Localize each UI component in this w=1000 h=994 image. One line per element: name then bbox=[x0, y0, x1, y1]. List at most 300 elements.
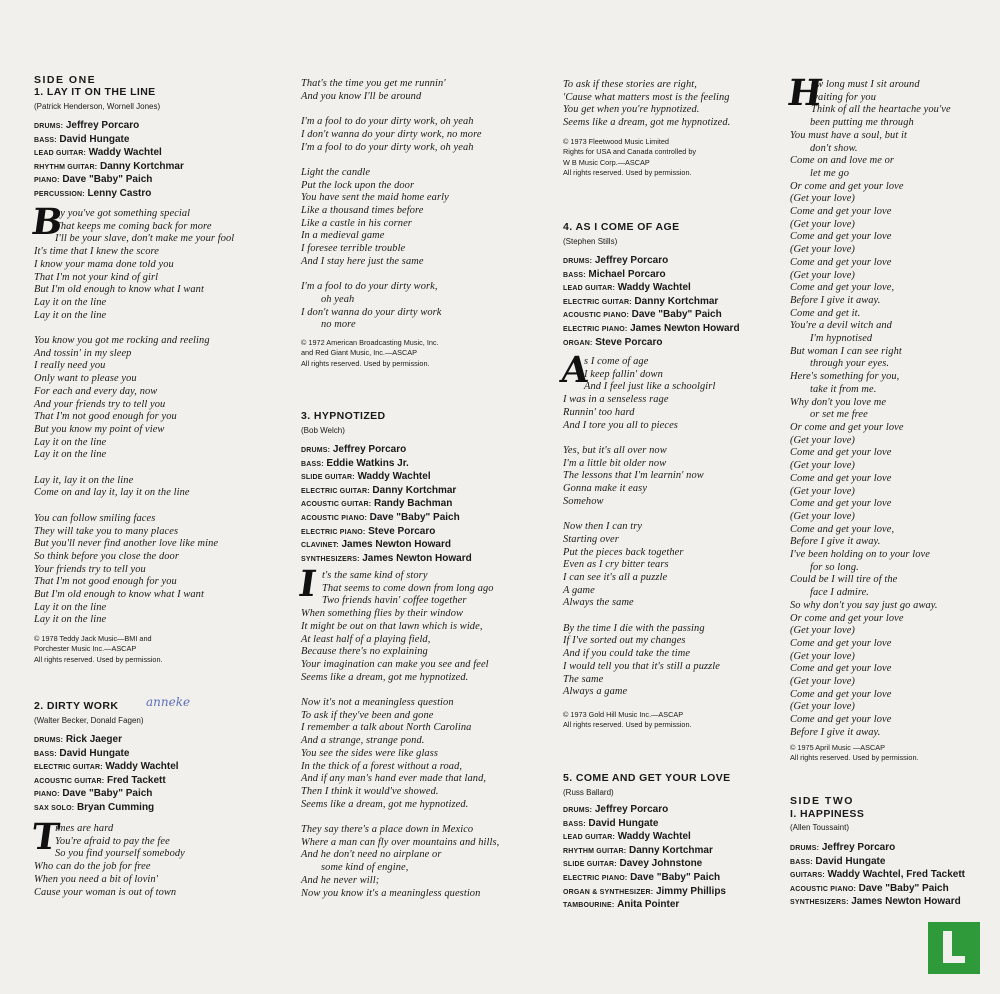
lyric-line: I'm hypnotised bbox=[810, 333, 873, 345]
lyric-line: take it from me. bbox=[810, 383, 877, 395]
credit-role: BASS: bbox=[301, 460, 324, 468]
credit-musician: Randy Bachman bbox=[373, 498, 453, 510]
lyrics bbox=[29, 201, 284, 627]
lyric-line: Where a man can fly over mountains and hills, bbox=[301, 836, 500, 848]
credit-musician: Steve Porcaro bbox=[595, 336, 663, 348]
credit-row bbox=[563, 309, 783, 323]
lyric-line: They say there's a place down in Mexico bbox=[301, 824, 474, 836]
lyric-line: (Get your love) bbox=[790, 510, 855, 522]
lyric-line: Lay it on the line bbox=[34, 436, 107, 448]
credit-role: PERCUSSION: bbox=[34, 190, 85, 198]
credit-row bbox=[34, 188, 284, 202]
lyric-line: Come and get your love bbox=[790, 256, 892, 268]
credit-role: ELECTRIC GUITAR: bbox=[301, 487, 370, 495]
credit-row bbox=[301, 444, 551, 458]
lyric-line: I would tell you that it's still a puzzle bbox=[563, 660, 720, 672]
credit-musician: Jeffrey Porcaro bbox=[594, 255, 669, 266]
credit-role: BASS: bbox=[34, 136, 57, 144]
credit-musician: Dave "Baby" Paich bbox=[631, 309, 722, 321]
side-two-label: SIDE TWO bbox=[790, 795, 854, 807]
lyric-line: And tossin' in my sleep bbox=[34, 347, 132, 359]
lyric-line: I really need you bbox=[34, 360, 106, 372]
credit-musician: Anita Pointer bbox=[617, 899, 680, 911]
lyric-line: And your friends try to tell you bbox=[34, 398, 166, 410]
lyric-line: That keeps me coming back for more bbox=[55, 220, 212, 232]
lyric-line: ow long must I sit around bbox=[811, 79, 920, 90]
credit-musician: Danny Kortchmar bbox=[634, 295, 719, 307]
lyric-line: Before I give it away. bbox=[790, 294, 881, 306]
credit-row bbox=[563, 282, 783, 296]
lyric-line: Your imagination can make you see and feel bbox=[301, 658, 489, 670]
lyric-line: You can follow smiling faces bbox=[34, 512, 156, 524]
credit-role: TAMBOURINE: bbox=[563, 902, 615, 910]
credit-row bbox=[301, 553, 551, 567]
lyric-line: Always the same bbox=[563, 597, 634, 609]
lyric-line: Lay it on the line bbox=[34, 296, 107, 308]
credit-row bbox=[563, 831, 783, 845]
stanza-break bbox=[34, 322, 284, 335]
lyric-line: (Get your love) bbox=[790, 218, 855, 230]
copyright bbox=[301, 338, 551, 369]
credit-row bbox=[34, 748, 284, 762]
credit-role: LEAD GUITAR: bbox=[563, 834, 616, 842]
credit-row bbox=[790, 869, 995, 883]
songwriters: (Patrick Henderson, Wornell Jones) bbox=[34, 102, 161, 111]
credit-row bbox=[563, 296, 783, 310]
lyric-line: You're afraid to pay the fee bbox=[55, 835, 170, 847]
credit-row bbox=[301, 471, 551, 485]
credits bbox=[301, 444, 551, 566]
credit-role: LEAD GUITAR: bbox=[563, 285, 616, 293]
credit-role: SLIDE GUITAR: bbox=[301, 474, 355, 482]
credit-row bbox=[563, 818, 783, 832]
lyrics-body bbox=[34, 861, 284, 899]
credit-musician: Jeffrey Porcaro bbox=[332, 444, 407, 455]
lyric-line: If I've sorted out my changes bbox=[563, 635, 686, 647]
lyric-line: A game bbox=[563, 584, 595, 596]
lyric-line: I don't wanna do your dirty work, no more bbox=[301, 128, 482, 140]
lyric-line: let me go bbox=[810, 167, 849, 179]
credit-musician: Rick Jaeger bbox=[65, 734, 122, 745]
credit-row bbox=[563, 804, 783, 818]
lyric-line: But I'm old enough to know what I want bbox=[34, 589, 204, 601]
lyric-line: (Get your love) bbox=[790, 244, 855, 256]
label-logo bbox=[928, 922, 980, 974]
song-title: 2. DIRTY WORK bbox=[34, 700, 119, 712]
credit-musician: Michael Porcaro bbox=[588, 268, 666, 280]
credit-musician: Eddie Watkins Jr. bbox=[326, 457, 409, 469]
credit-role: SYNTHESIZERS: bbox=[301, 555, 360, 563]
drop-cap: I bbox=[296, 563, 319, 605]
copyright-line: © 1978 Teddy Jack Music—BMI and bbox=[34, 634, 152, 643]
lyric-line: for so long. bbox=[810, 561, 859, 573]
credit-row bbox=[790, 883, 995, 897]
lyrics-body bbox=[790, 130, 995, 740]
credit-musician: David Hungate bbox=[588, 817, 659, 829]
lyric-line: Come on and love me or bbox=[790, 155, 895, 167]
credit-musician: Waddy Wachtel bbox=[105, 761, 179, 773]
lyric-line: Lay it on the line bbox=[34, 614, 107, 626]
lyric-line: Come and get your love bbox=[790, 472, 892, 484]
credits bbox=[563, 255, 783, 350]
songwriters: (Bob Welch) bbox=[301, 426, 345, 435]
credit-role: ACOUSTIC PIANO: bbox=[790, 885, 856, 893]
drop-cap: A bbox=[558, 349, 592, 391]
credit-role: BASS: bbox=[34, 750, 57, 758]
credit-musician: Waddy Wachtel bbox=[357, 471, 431, 483]
credit-role: ELECTRIC GUITAR: bbox=[563, 298, 632, 306]
lyric-line: face I admire. bbox=[810, 587, 870, 599]
lyrics bbox=[296, 563, 551, 900]
stanza-break bbox=[563, 432, 783, 445]
stanza-break bbox=[301, 154, 551, 167]
song-title: 5. COME AND GET YOUR LOVE bbox=[563, 772, 731, 784]
lyric-line: Lay it, lay it on the line bbox=[34, 474, 134, 486]
credit-musician: Dave "Baby" Paich bbox=[369, 511, 460, 523]
copyright-line: W B Music Corp.—ASCAP bbox=[563, 157, 650, 167]
lyric-line: (Get your love) bbox=[790, 434, 855, 446]
lyric-line: Put the lock upon the door bbox=[301, 179, 415, 191]
lyric-line: (Get your love) bbox=[790, 701, 855, 713]
lyric-line: You must have a soul, but it bbox=[790, 129, 908, 141]
lyric-line: Starting over bbox=[563, 533, 619, 545]
lyric-line: some kind of engine, bbox=[321, 862, 409, 874]
lyric-line: I keep fallin' down bbox=[584, 368, 663, 380]
copyright-line: All rights reserved. Used by permission. bbox=[563, 720, 692, 730]
credit-role: DRUMS: bbox=[563, 258, 593, 265]
songwriters: (Stephen Stills) bbox=[563, 237, 618, 246]
credit-role: ELECTRIC PIANO: bbox=[563, 874, 628, 882]
lyrics-intro bbox=[563, 356, 783, 394]
credit-role: CLAVINET: bbox=[301, 542, 339, 550]
lyric-line: By the time I die with the passing bbox=[563, 622, 705, 634]
lyric-line: But you'll never find another love like mine bbox=[34, 538, 219, 550]
lyric-line: Come and get it. bbox=[790, 307, 861, 319]
lyric-line: s I come of age bbox=[584, 356, 649, 367]
lyric-line: (Get your love) bbox=[790, 460, 855, 472]
credit-row bbox=[790, 896, 995, 910]
stanza-break bbox=[563, 610, 783, 623]
lyric-line: 'Cause what matters most is the feeling bbox=[563, 91, 730, 103]
lyric-line: For each and every day, now bbox=[34, 385, 158, 397]
side-one-label: SIDE ONE bbox=[34, 74, 97, 86]
lyrics bbox=[301, 78, 551, 332]
lyrics-body bbox=[563, 394, 783, 699]
lyric-line: Lay it on the line bbox=[34, 449, 107, 461]
credit-role: DRUMS: bbox=[563, 807, 593, 814]
credit-role: RHYTHM GUITAR: bbox=[34, 163, 98, 171]
lyric-line: Now you know it's a meaningless question bbox=[301, 887, 481, 899]
credit-role: ELECTRIC PIANO: bbox=[301, 528, 366, 536]
lyric-line: Cause your woman is out of town bbox=[34, 886, 177, 898]
lyric-line: And I stay here just the same bbox=[301, 255, 424, 267]
lyric-line: And I tore you all to pieces bbox=[563, 419, 678, 431]
credits bbox=[790, 842, 995, 910]
lyric-line: Who can do the job for free bbox=[34, 861, 151, 873]
drop-cap: T bbox=[29, 816, 62, 858]
songwriters: (Allen Toussaint) bbox=[790, 823, 849, 832]
credit-musician: Waddy Wachtel bbox=[617, 831, 691, 843]
lyric-line: And he never will; bbox=[301, 874, 380, 886]
credit-role: GUITARS: bbox=[790, 872, 825, 880]
lyric-line: Your friends try to tell you bbox=[34, 563, 146, 575]
lyric-line: But I'm old enough to know what I want bbox=[34, 284, 204, 296]
lyrics-body bbox=[301, 608, 551, 900]
lyric-line: Come and get your love bbox=[790, 637, 892, 649]
credit-row bbox=[34, 174, 284, 188]
lyric-line: Seems like a dream, got me hypnotized. bbox=[301, 798, 469, 810]
credit-row bbox=[34, 120, 284, 134]
credit-row bbox=[34, 775, 284, 789]
lyric-line: Put the pieces back together bbox=[563, 546, 684, 558]
lyric-line: The same bbox=[563, 673, 604, 685]
credit-musician: James Newton Howard bbox=[851, 896, 961, 908]
credit-role: ORGAN & SYNTHESIZER: bbox=[563, 888, 654, 896]
lyric-line: Could be I will tire of the bbox=[790, 574, 898, 586]
credit-row bbox=[34, 161, 284, 175]
lyric-line: So why don't you say just go away. bbox=[790, 599, 938, 611]
copyright-line: Rights for USA and Canada controlled by bbox=[563, 147, 697, 157]
copyright bbox=[790, 743, 995, 764]
lyric-line: don't show. bbox=[810, 142, 858, 154]
credit-row bbox=[563, 858, 783, 872]
song-title: 4. AS I COME OF AGE bbox=[563, 221, 680, 233]
credit-musician: Steve Porcaro bbox=[368, 525, 436, 537]
lyric-line: You have sent the maid home early bbox=[301, 192, 449, 204]
song-title: 1. LAY IT ON THE LINE bbox=[34, 86, 156, 98]
lyric-line: Light the candle bbox=[301, 166, 371, 178]
lyric-line: waiting for you bbox=[811, 91, 877, 103]
lyrics-intro bbox=[301, 570, 551, 608]
lyric-line: Now then I can try bbox=[563, 521, 643, 533]
credit-role: ACOUSTIC PIANO: bbox=[301, 514, 367, 522]
lyric-line: Come and get your love, bbox=[790, 523, 895, 535]
lyric-line: Or come and get your love bbox=[790, 612, 904, 624]
lyric-line: Now it's not a meaningless question bbox=[301, 697, 454, 709]
credit-role: SYNTHESIZERS: bbox=[790, 899, 849, 907]
lyric-line: You know you got me rocking and reeling bbox=[34, 335, 210, 347]
lyric-line: You see the sides were like glass bbox=[301, 747, 439, 759]
stanza-break bbox=[301, 684, 551, 697]
credit-row bbox=[563, 886, 783, 900]
lyric-line: Two friends havin' coffee together bbox=[322, 595, 467, 607]
lyric-line: Come and get your love, bbox=[790, 282, 895, 294]
credit-row bbox=[790, 842, 995, 856]
drop-cap: H bbox=[785, 72, 826, 114]
credit-row bbox=[34, 761, 284, 775]
lyric-line: (Get your love) bbox=[790, 485, 855, 497]
stanza-break bbox=[301, 811, 551, 824]
lyric-line: (Get your love) bbox=[790, 625, 855, 637]
copyright bbox=[34, 634, 284, 665]
credit-musician: Fred Tackett bbox=[106, 774, 166, 786]
credit-musician: Danny Kortchmar bbox=[372, 484, 457, 496]
copyright-line: and Red Giant Music, Inc.—ASCAP bbox=[301, 348, 417, 358]
lyric-line: Before I give it away. bbox=[790, 726, 881, 738]
credit-musician: Dave "Baby" Paich bbox=[62, 788, 153, 800]
lyric-line: It might be out on that lawn which is wide, bbox=[301, 620, 483, 632]
copyright-line: All rights reserved. Used by permission. bbox=[790, 753, 919, 763]
credit-role: ELECTRIC PIANO: bbox=[563, 325, 628, 333]
lyric-line: They will take you to many places bbox=[34, 525, 179, 537]
stanza-break bbox=[34, 500, 284, 513]
lyrics-intro bbox=[34, 823, 284, 861]
lyrics bbox=[563, 79, 783, 130]
credit-row bbox=[563, 337, 783, 351]
lyric-line: been putting me through bbox=[810, 117, 914, 129]
lyric-line: When you need a bit of lovin' bbox=[34, 873, 159, 885]
lyric-line: In a medieval game bbox=[301, 230, 385, 242]
copyright-line: © 1973 Gold Hill Music Inc.—ASCAP bbox=[563, 710, 684, 719]
lyric-line: So think before you close the door bbox=[34, 550, 179, 562]
credit-role: ELECTRIC GUITAR: bbox=[34, 764, 103, 772]
lyric-line: Because there's no explaining bbox=[301, 646, 428, 658]
lyric-line: That seems to come down from long ago bbox=[322, 582, 494, 594]
lyric-line: Why don't you love me bbox=[790, 396, 887, 408]
lyric-line: But woman I can see right bbox=[790, 345, 902, 357]
credit-role: RHYTHM GUITAR: bbox=[563, 847, 627, 855]
lyric-line: Come and get your love bbox=[790, 206, 892, 218]
lyric-line: or set me free bbox=[810, 409, 868, 421]
lyric-line: Somehow bbox=[563, 495, 604, 507]
credit-row bbox=[563, 899, 783, 913]
lyric-line: I know your mama done told you bbox=[34, 258, 174, 270]
lyric-line: The lessons that I'm learnin' now bbox=[563, 470, 704, 482]
lyric-line: In the thick of a forest without a road, bbox=[301, 760, 463, 772]
lyric-line: (Get your love) bbox=[790, 269, 855, 281]
credit-row bbox=[563, 845, 783, 859]
credit-musician: Waddy Wachtel bbox=[617, 282, 691, 294]
copyright-line: © 1975 April Music —ASCAP bbox=[790, 743, 886, 752]
credit-musician: Waddy Wachtel bbox=[88, 147, 162, 159]
lyric-line: Before I give it away. bbox=[790, 536, 881, 548]
copyright-line: All rights reserved. Used by permission. bbox=[301, 358, 430, 368]
credit-row bbox=[563, 255, 783, 269]
lyric-line: Lay it on the line bbox=[34, 601, 107, 613]
credit-musician: Dave "Baby" Paich bbox=[858, 882, 949, 894]
credit-role: SLIDE GUITAR: bbox=[563, 861, 617, 869]
credit-role: ACOUSTIC PIANO: bbox=[563, 312, 629, 320]
credit-musician: Davey Johnstone bbox=[619, 858, 703, 870]
credit-row bbox=[301, 512, 551, 526]
credit-musician: Danny Kortchmar bbox=[99, 160, 184, 172]
credit-musician: James Newton Howard bbox=[630, 322, 740, 334]
lyric-line: That I'm not good enough for you bbox=[34, 411, 177, 423]
lyric-line: I remember a talk about North Carolina bbox=[301, 722, 472, 734]
credit-row bbox=[301, 539, 551, 553]
credit-role: DRUMS: bbox=[34, 123, 64, 130]
credit-role: PIANO: bbox=[34, 791, 60, 799]
lyric-line: Seems like a dream, got me hypnotized. bbox=[301, 671, 469, 683]
lyric-line: I'm a little bit older now bbox=[563, 457, 667, 469]
credits bbox=[563, 804, 783, 913]
lyric-line: And he don't need no airplane or bbox=[301, 849, 442, 861]
credit-row bbox=[301, 498, 551, 512]
lyric-line: And you know I'll be around bbox=[301, 90, 422, 102]
lyric-line: Like a castle in his corner bbox=[301, 217, 412, 229]
credit-role: BASS: bbox=[790, 858, 813, 866]
credit-row bbox=[34, 802, 284, 816]
lyric-line: imes are hard bbox=[55, 823, 114, 834]
lyric-line: At least half of a playing field, bbox=[301, 633, 431, 645]
lyric-line: To ask if these stories are right, bbox=[563, 79, 697, 90]
lyric-line: And I feel just like a schoolgirl bbox=[584, 381, 716, 393]
lyric-line: Here's something for you, bbox=[790, 371, 900, 383]
credit-row bbox=[301, 526, 551, 540]
credit-role: PIANO: bbox=[34, 177, 60, 185]
song-title: 3. HYPNOTIZED bbox=[301, 410, 386, 422]
copyright-line: All rights reserved. Used by permission. bbox=[563, 168, 692, 178]
lyric-line: Even as I cry bitter tears bbox=[563, 559, 669, 571]
credit-musician: David Hungate bbox=[59, 747, 130, 759]
credit-musician: David Hungate bbox=[59, 133, 130, 145]
lyric-line: (Get your love) bbox=[790, 650, 855, 662]
lyric-line: (Get your love) bbox=[790, 676, 855, 688]
credit-row bbox=[34, 734, 284, 748]
lyrics-body bbox=[34, 246, 284, 627]
credit-role: DRUMS: bbox=[34, 737, 64, 744]
lyric-line: Like a thousand times before bbox=[301, 205, 424, 216]
credit-row bbox=[34, 147, 284, 161]
credit-row bbox=[34, 134, 284, 148]
lyric-line: Come and get your love bbox=[790, 663, 892, 675]
lyric-line: Always a game bbox=[563, 686, 628, 698]
lyrics bbox=[558, 349, 783, 699]
lyric-line: Come and get your love bbox=[790, 714, 892, 726]
lyric-line: Only want to please you bbox=[34, 373, 137, 385]
copyright bbox=[563, 710, 783, 731]
lyric-line: That's the time you get me runnin' bbox=[301, 78, 446, 89]
lyric-line: That I'm not your kind of girl bbox=[34, 271, 159, 283]
lyric-line: Yes, but it's all over now bbox=[563, 444, 667, 456]
songwriters: (Walter Becker, Donald Fagen) bbox=[34, 716, 144, 725]
credit-role: LEAD GUITAR: bbox=[34, 150, 87, 158]
lyric-line: Or come and get your love bbox=[790, 421, 904, 433]
lyric-line: Come on and lay it, lay it on the line bbox=[34, 487, 190, 499]
credit-musician: Lenny Castro bbox=[87, 187, 152, 199]
credit-musician: Jeffrey Porcaro bbox=[594, 804, 669, 815]
songwriters: (Russ Ballard) bbox=[563, 788, 614, 797]
lyric-line: I foresee terrible trouble bbox=[301, 243, 406, 255]
credit-musician: Danny Kortchmar bbox=[628, 844, 713, 856]
copyright-line: All rights reserved. Used by permission. bbox=[34, 654, 163, 664]
stanza-break bbox=[563, 508, 783, 521]
lyric-line: t's the same kind of story bbox=[322, 570, 428, 581]
credit-row bbox=[301, 485, 551, 499]
lyric-line: Gonna make it easy bbox=[563, 483, 648, 495]
lyric-line: I'll be your slave, don't make me your fool bbox=[55, 233, 235, 245]
copyright-line: © 1972 American Broadcasting Music, Inc. bbox=[301, 338, 439, 347]
credit-role: DRUMS: bbox=[790, 845, 820, 852]
credit-musician: James Newton Howard bbox=[341, 539, 451, 551]
lyric-line: no more bbox=[321, 319, 356, 331]
lyric-line: through your eyes. bbox=[810, 358, 890, 370]
credit-musician: Dave "Baby" Paich bbox=[630, 871, 721, 883]
drop-cap: B bbox=[29, 201, 66, 243]
lyric-line: (Get your love) bbox=[790, 193, 855, 205]
credit-role: BASS: bbox=[563, 271, 586, 279]
copyright bbox=[563, 137, 783, 179]
credit-role: BASS: bbox=[563, 820, 586, 828]
credit-role: ORGAN: bbox=[563, 339, 593, 347]
credit-musician: James Newton Howard bbox=[362, 552, 472, 564]
lyric-line: I don't wanna do your dirty work bbox=[301, 306, 442, 318]
lyric-line: Runnin' too hard bbox=[563, 406, 635, 418]
lyric-line: Come and get your love bbox=[790, 498, 892, 510]
lyric-line: I can see it's all a puzzle bbox=[563, 571, 668, 583]
lyrics bbox=[29, 816, 284, 899]
credit-musician: Waddy Wachtel, Fred Tackett bbox=[827, 869, 965, 881]
